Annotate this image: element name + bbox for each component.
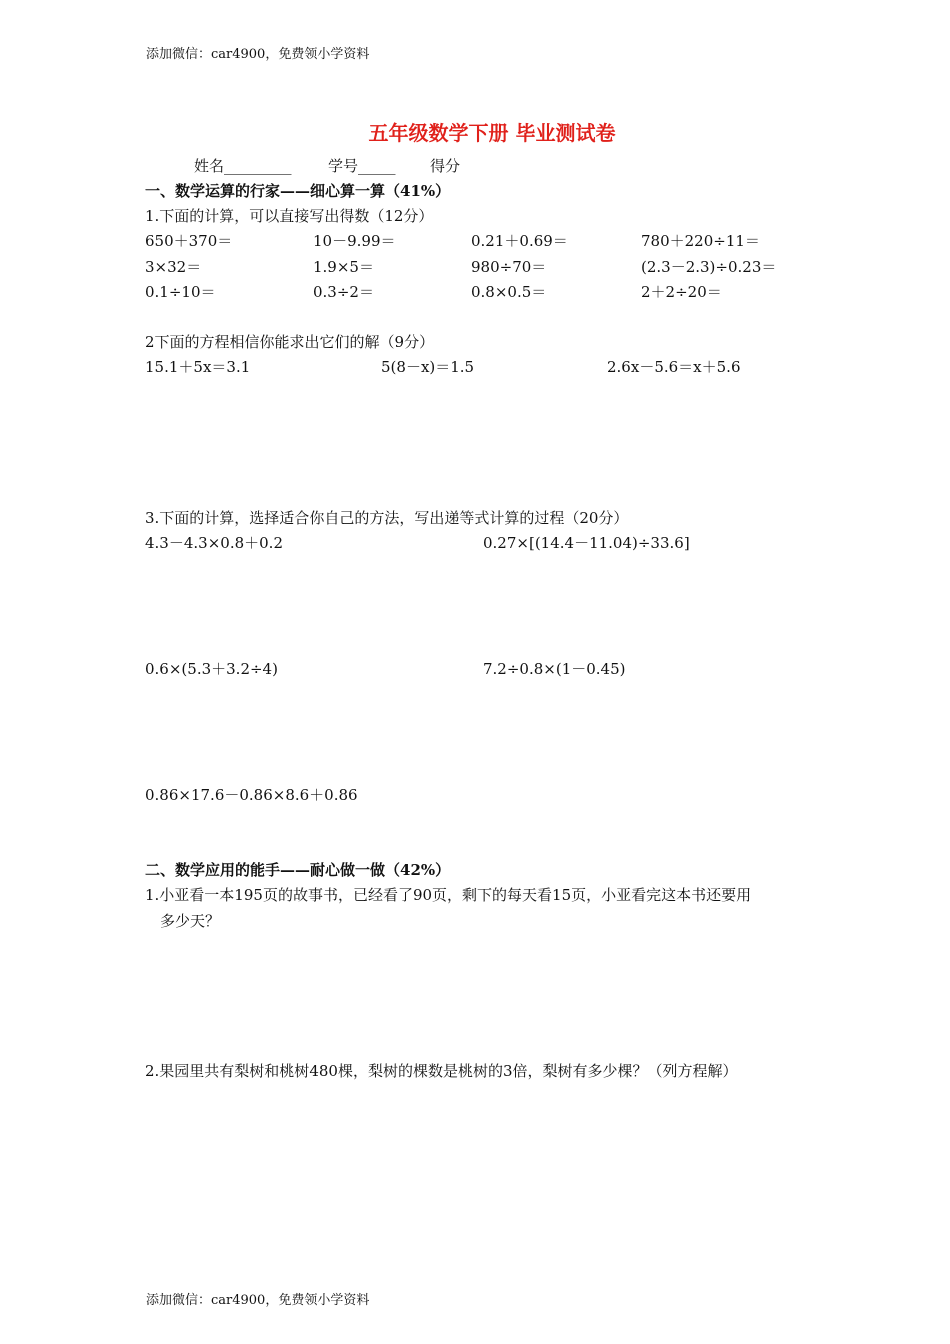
q1-item: 10－9.99＝: [313, 232, 396, 250]
q2-item: 2.6x－5.6＝x＋5.6: [607, 358, 741, 376]
q2-prompt: 2下面的方程相信你能求出它们的解（9分）: [145, 333, 435, 351]
word-problem-2: 2.果园里共有梨树和桃树480棵，梨树的棵数是桃树的3倍，梨树有多少棵？（列方程解）: [145, 1062, 738, 1080]
q3-item: 4.3－4.3×0.8＋0.2: [145, 534, 283, 552]
section2-heading: 二、数学应用的能手——耐心做一做（42%）: [145, 861, 451, 879]
q1-item: 0.21＋0.69＝: [471, 232, 568, 250]
q3-item: 0.27×[(14.4－11.04)÷33.6]: [483, 534, 690, 552]
student-number-field: 学号_____: [328, 157, 396, 175]
q1-item: 780＋220÷11＝: [641, 232, 760, 250]
q3-item: 7.2÷0.8×(1－0.45): [483, 660, 626, 678]
word-problem-1: 1.小亚看一本195页的故事书，已经看了90页，剩下的每天看15页，小亚看完这本书还要用: [145, 886, 752, 904]
q1-item: 1.9×5＝: [313, 258, 374, 276]
q1-item: 980÷70＝: [471, 258, 547, 276]
q1-item: 650＋370＝: [145, 232, 233, 250]
header-note: 添加微信：car4900，免费领小学资料: [146, 47, 370, 62]
q2-item: 5(8－x)＝1.5: [381, 358, 475, 376]
q3-item: 0.86×17.6－0.86×8.6＋0.86: [145, 786, 358, 804]
name-field: 姓名_________: [194, 157, 292, 175]
q1-item: 0.3÷2＝: [313, 283, 374, 301]
q1-item: 3×32＝: [145, 258, 202, 276]
q1-item: (2.3－2.3)÷0.23＝: [641, 258, 777, 276]
score-field: 得分: [430, 157, 461, 175]
q1-item: 0.1÷10＝: [145, 283, 216, 301]
q1-prompt: 1.下面的计算，可以直接写出得数（12分）: [145, 207, 434, 225]
page-title: 五年级数学下册 毕业测试卷: [368, 121, 616, 145]
q3-item: 0.6×(5.3＋3.2÷4): [145, 660, 278, 678]
section1-heading: 一、数学运算的行家——细心算一算（41%）: [145, 182, 451, 200]
q3-prompt: 3.下面的计算，选择适合你自己的方法，写出递等式计算的过程（20分）: [145, 509, 629, 527]
q1-item: 0.8×0.5＝: [471, 283, 547, 301]
q1-item: 2＋2÷20＝: [641, 283, 722, 301]
footer-note: 添加微信：car4900，免费领小学资料: [146, 1293, 370, 1308]
q2-item: 15.1＋5x＝3.1: [145, 358, 251, 376]
word-problem-1-cont: 多少天？: [160, 912, 221, 930]
